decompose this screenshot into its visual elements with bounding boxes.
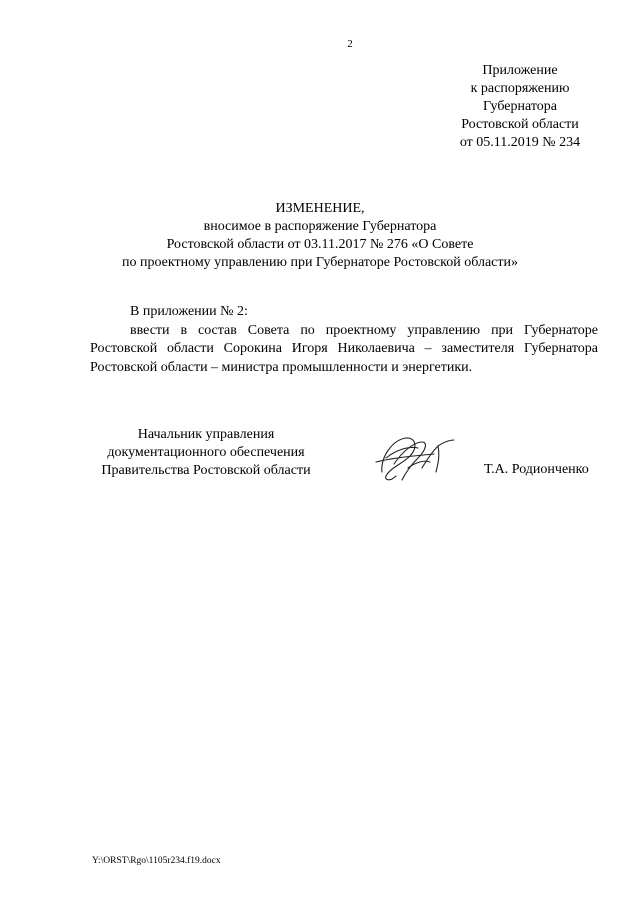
title-line: по проектному управлению при Губернаторе Ростовской области» <box>121 255 519 270</box>
document-title <box>80 200 560 272</box>
body-intro: В приложении № 2: <box>130 304 248 319</box>
appendix-line: Губернатора <box>482 99 558 114</box>
title-line: вносимое в распоряжение Губернатора <box>203 219 437 234</box>
signer-position-line: Правительства Ростовской области <box>101 463 311 478</box>
document-body <box>90 303 598 377</box>
title-line: Ростовской области от 03.11.2017 № 276 «О Совете <box>166 237 474 252</box>
appendix-header <box>440 62 600 152</box>
signer-position-line: документационного обеспечения <box>107 445 305 460</box>
signer-position-line: Начальник управления <box>137 427 275 442</box>
file-path-footer: Y:\ORST\Rgo\1105r234.f19.docx <box>92 856 221 866</box>
appendix-line: Приложение <box>482 63 558 78</box>
appendix-line: к распоряжению <box>470 81 570 96</box>
body-paragraph: ввести в состав Совета по проектному управлению при Губернаторе Ростовской области Сорокина Игоря Николаевича – заместителя Губернатора Ростовской области – министра промышленности и энергетики. <box>90 322 598 375</box>
signer-position <box>86 426 326 480</box>
appendix-line: Ростовской области <box>461 117 579 132</box>
signer-name: Т.А. Родионченко <box>484 462 589 477</box>
appendix-line: от 05.11.2019 № 234 <box>459 135 581 150</box>
page-number: 2 <box>347 38 353 50</box>
title-line: ИЗМЕНЕНИЕ, <box>275 201 365 216</box>
handwritten-signature <box>372 428 462 488</box>
